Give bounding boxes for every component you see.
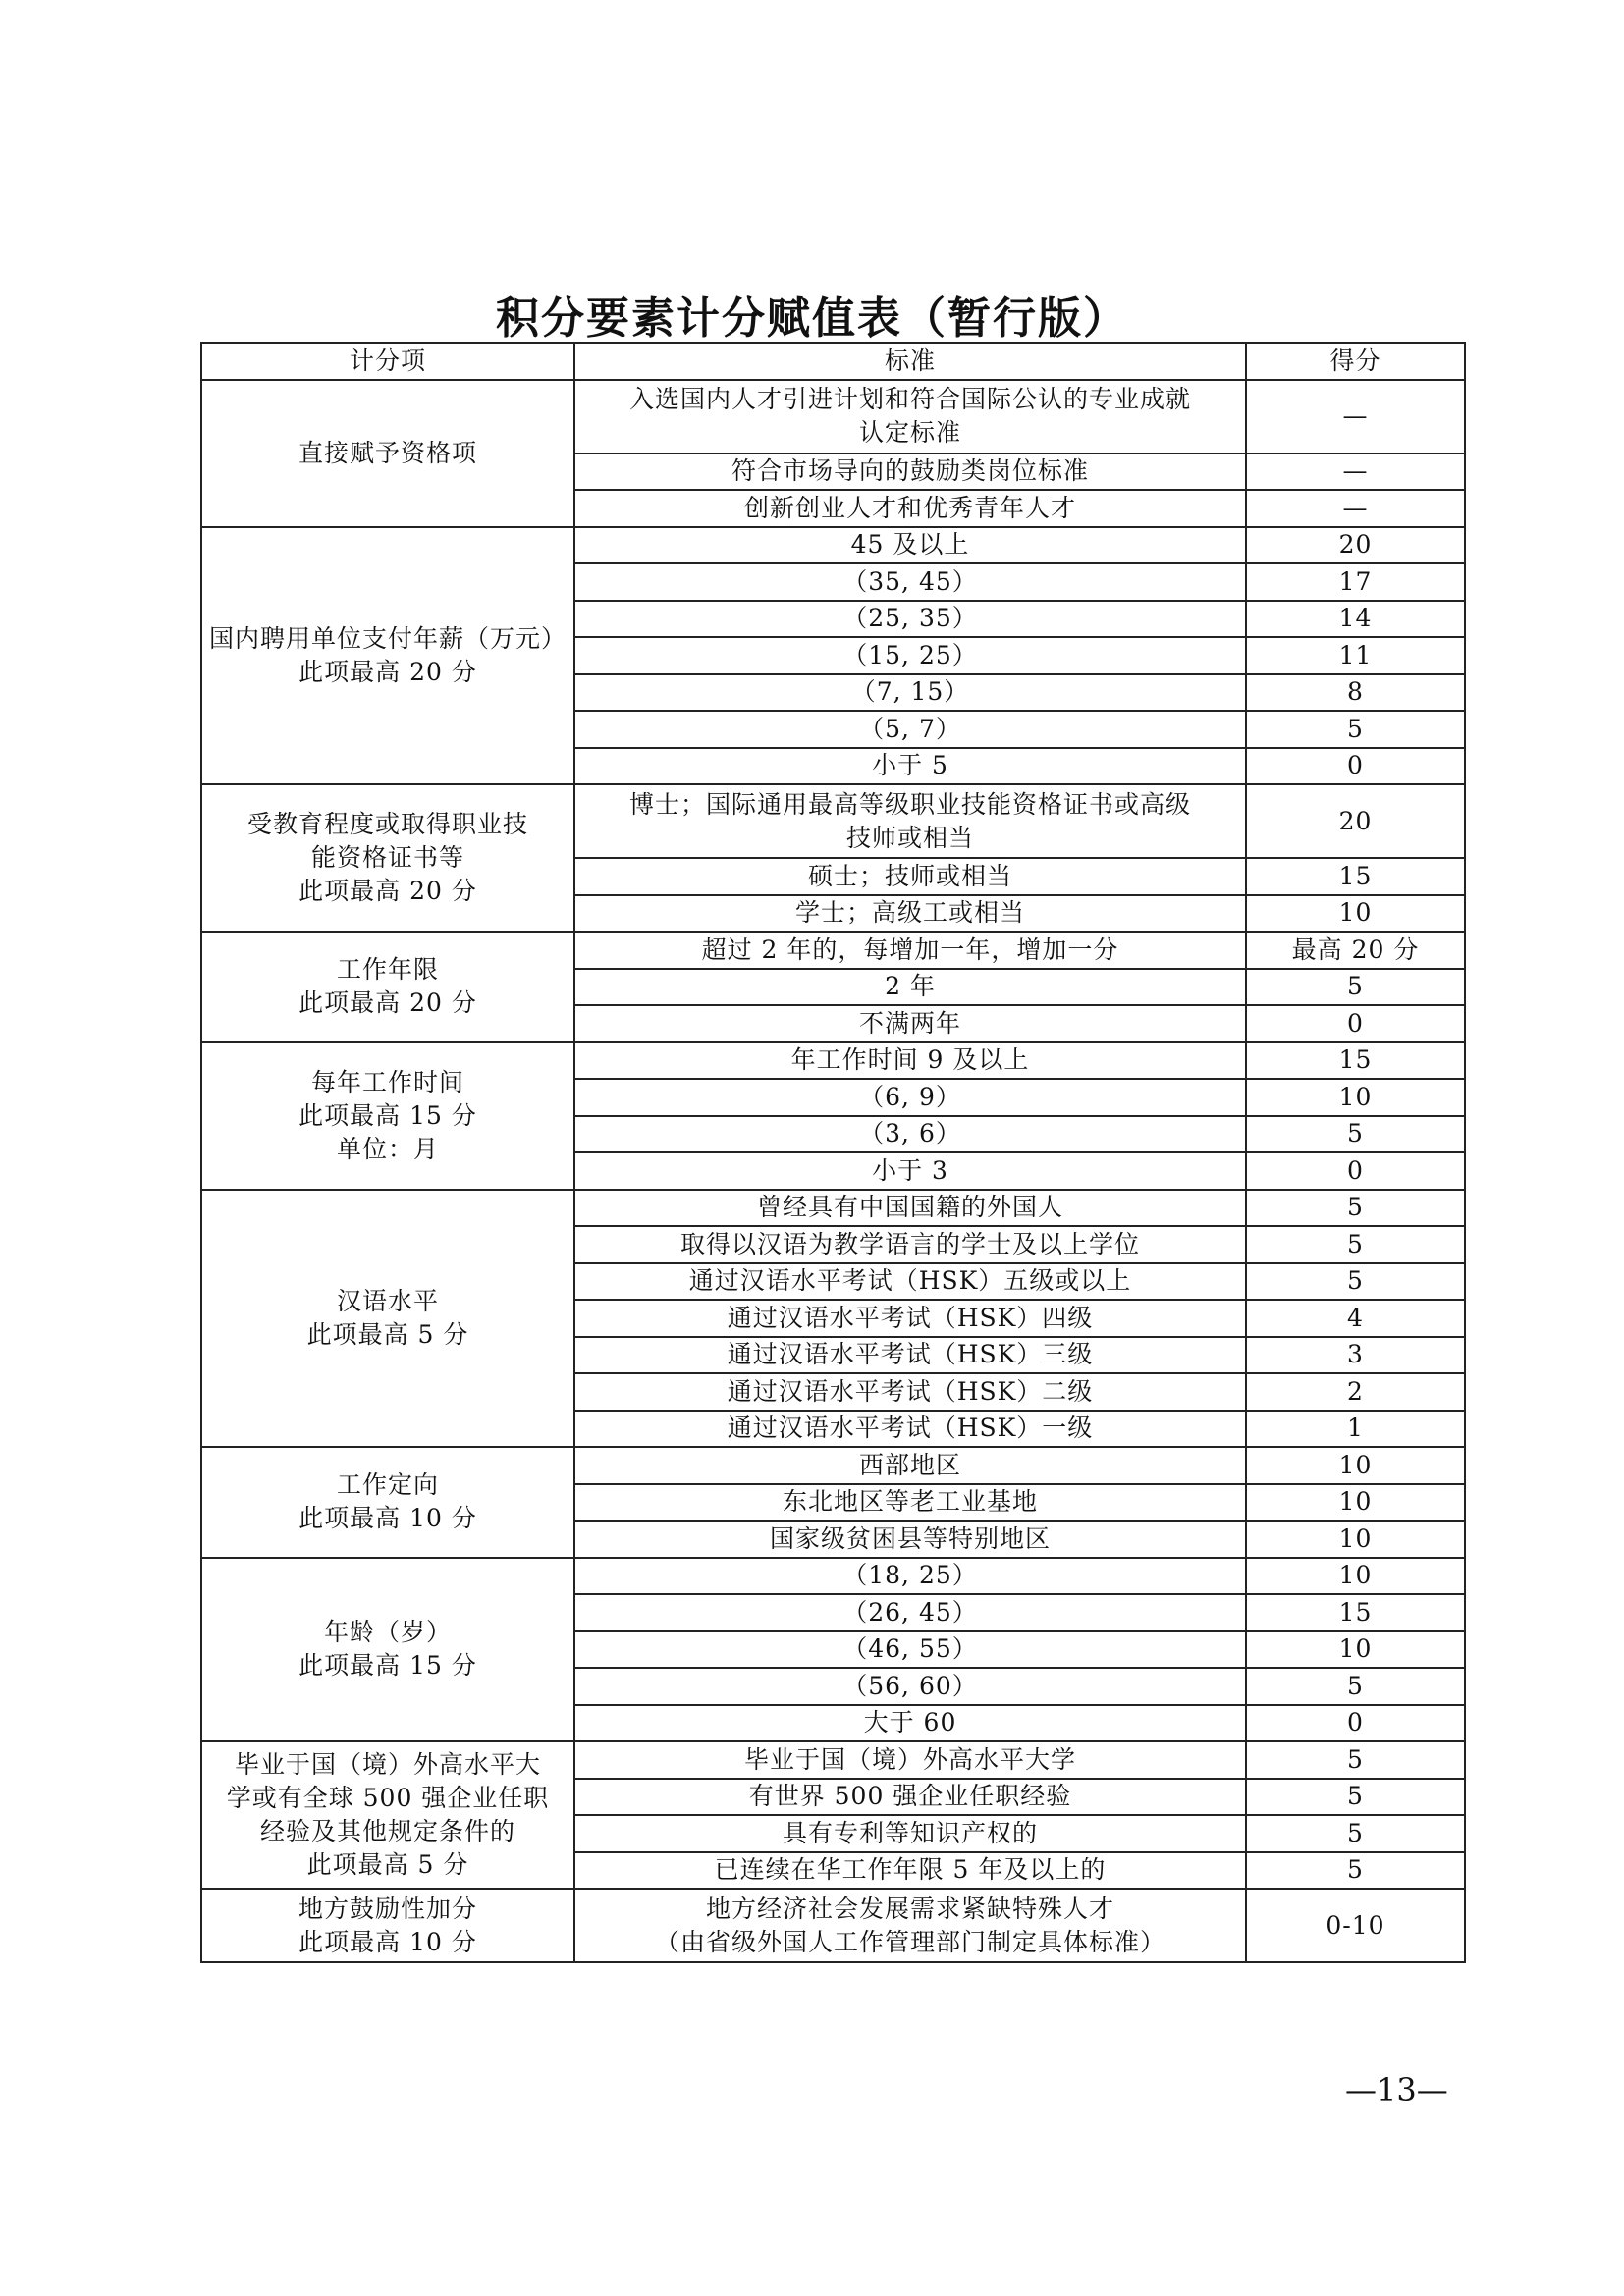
standard-cell bbox=[574, 1152, 1246, 1190]
score-cell: 5 bbox=[1246, 1263, 1465, 1301]
header-standard: 标准 bbox=[574, 343, 1246, 380]
table-row bbox=[201, 527, 1465, 564]
criterion-cell bbox=[201, 1042, 574, 1190]
standard-text-line: （6, 9） bbox=[859, 1082, 961, 1111]
standard-cell bbox=[574, 1779, 1246, 1816]
standard-text-line: 取得以汉语为教学语言的学士及以上学位 bbox=[679, 1229, 1140, 1258]
score-cell: 15 bbox=[1246, 858, 1465, 895]
standard-text-line: 不满两年 bbox=[858, 1008, 961, 1038]
score-cell: 10 bbox=[1246, 1631, 1465, 1669]
standard-cell bbox=[574, 1521, 1246, 1558]
standard-cell bbox=[574, 784, 1246, 858]
table-row bbox=[201, 1190, 1465, 1227]
standard-cell bbox=[574, 748, 1246, 785]
score-cell: 10 bbox=[1246, 1558, 1465, 1595]
page-number: —13— bbox=[1345, 2071, 1448, 2109]
table-row bbox=[201, 784, 1465, 858]
table-header-row bbox=[201, 343, 1465, 380]
criterion-cell bbox=[201, 527, 574, 785]
standard-cell bbox=[574, 1705, 1246, 1742]
score-cell: 17 bbox=[1246, 563, 1465, 601]
table-row bbox=[201, 380, 1465, 454]
standard-text-line: （18, 25） bbox=[842, 1561, 978, 1590]
standard-text-line: （15, 25） bbox=[842, 640, 978, 669]
standard-cell bbox=[574, 1484, 1246, 1522]
standard-text-line: 技师或相当 bbox=[845, 823, 974, 852]
standard-cell bbox=[574, 1190, 1246, 1227]
standard-cell bbox=[574, 1079, 1246, 1116]
standard-cell bbox=[574, 380, 1246, 454]
table-row bbox=[201, 932, 1465, 969]
table-row bbox=[201, 1558, 1465, 1595]
score-cell: 5 bbox=[1246, 1116, 1465, 1153]
score-cell: 15 bbox=[1246, 1594, 1465, 1631]
standard-cell bbox=[574, 1042, 1246, 1080]
standard-text-line: （26, 45） bbox=[842, 1597, 978, 1627]
score-cell: 14 bbox=[1246, 601, 1465, 638]
standard-text-line: 通过汉语水平考试（HSK）三级 bbox=[727, 1340, 1094, 1369]
score-cell: 4 bbox=[1246, 1300, 1465, 1337]
standard-text-line: 小于 3 bbox=[872, 1155, 948, 1185]
header-score: 得分 bbox=[1246, 343, 1465, 380]
score-cell: — bbox=[1246, 490, 1465, 527]
standard-cell bbox=[574, 1337, 1246, 1374]
criterion-cell bbox=[201, 1190, 574, 1448]
standard-text-line: 小于 5 bbox=[872, 751, 948, 780]
standard-cell bbox=[574, 1373, 1246, 1411]
standard-text-line: 具有专利等知识产权的 bbox=[782, 1818, 1038, 1847]
standard-text-line: 国家级贫困县等特别地区 bbox=[769, 1523, 1051, 1553]
criterion-label-line: 此项最高 20 分 bbox=[298, 657, 477, 686]
score-cell: 3 bbox=[1246, 1337, 1465, 1374]
standard-cell bbox=[574, 1300, 1246, 1337]
standard-text-line: 西部地区 bbox=[858, 1450, 961, 1479]
standard-cell bbox=[574, 1631, 1246, 1669]
standard-cell bbox=[574, 858, 1246, 895]
standard-text-line: 东北地区等老工业基地 bbox=[782, 1487, 1038, 1517]
score-cell: 10 bbox=[1246, 1484, 1465, 1522]
standard-text-line: 毕业于国（境）外高水平大学 bbox=[743, 1744, 1076, 1774]
criterion-label-line: 年龄（岁） bbox=[323, 1618, 452, 1647]
standard-cell bbox=[574, 601, 1246, 638]
criterion-label-line: 此项最高 10 分 bbox=[298, 1927, 477, 1956]
standard-text-line: 符合市场导向的鼓励类岗位标准 bbox=[731, 456, 1089, 486]
criterion-cell bbox=[201, 932, 574, 1042]
standard-cell bbox=[574, 1411, 1246, 1448]
criterion-label-line: 此项最高 20 分 bbox=[298, 988, 477, 1018]
standard-text-line: 入选国内人才引进计划和符合国际公认的专业成就 bbox=[628, 385, 1191, 413]
criterion-label-line: 此项最高 5 分 bbox=[306, 1319, 469, 1349]
score-cell: 10 bbox=[1246, 1079, 1465, 1116]
standard-text-line: 通过汉语水平考试（HSK）五级或以上 bbox=[688, 1266, 1132, 1296]
score-cell: 最高 20 分 bbox=[1246, 932, 1465, 969]
score-cell: 0 bbox=[1246, 748, 1465, 785]
criterion-label-line: 毕业于国（境）外高水平大 bbox=[234, 1750, 541, 1779]
criterion-label-line: 能资格证书等 bbox=[310, 843, 464, 872]
standard-text-line: 年工作时间 9 及以上 bbox=[790, 1045, 1030, 1075]
criterion-cell bbox=[201, 784, 574, 932]
standard-cell bbox=[574, 637, 1246, 674]
criterion-cell bbox=[201, 380, 574, 527]
standard-cell bbox=[574, 527, 1246, 564]
standard-cell bbox=[574, 563, 1246, 601]
standard-text-line: 创新创业人才和优秀青年人才 bbox=[743, 493, 1076, 522]
criterion-label-line: 此项最高 15 分 bbox=[298, 1100, 477, 1130]
standard-cell bbox=[574, 1005, 1246, 1042]
standard-cell bbox=[574, 674, 1246, 712]
score-cell: 11 bbox=[1246, 637, 1465, 674]
score-cell: 10 bbox=[1246, 895, 1465, 933]
standard-text-line: （46, 55） bbox=[842, 1634, 978, 1664]
score-cell: 10 bbox=[1246, 1521, 1465, 1558]
standard-cell bbox=[574, 1116, 1246, 1153]
standard-text-line: 大于 60 bbox=[863, 1708, 957, 1737]
score-cell: — bbox=[1246, 454, 1465, 491]
standard-cell bbox=[574, 1852, 1246, 1890]
score-cell: 10 bbox=[1246, 1447, 1465, 1484]
score-cell: — bbox=[1246, 380, 1465, 454]
score-cell: 20 bbox=[1246, 784, 1465, 858]
score-cell: 5 bbox=[1246, 1815, 1465, 1852]
score-cell: 5 bbox=[1246, 1779, 1465, 1816]
standard-text-line: （由省级外国人工作管理部门制定具体标准） bbox=[654, 1927, 1165, 1956]
standard-text-line: 地方经济社会发展需求紧缺特殊人才 bbox=[705, 1894, 1114, 1923]
standard-cell bbox=[574, 1815, 1246, 1852]
criterion-label-line: 此项最高 15 分 bbox=[298, 1651, 477, 1681]
criterion-label-line: 受教育程度或取得职业技 bbox=[246, 810, 528, 838]
standard-cell bbox=[574, 1668, 1246, 1705]
standard-text-line: （56, 60） bbox=[842, 1671, 978, 1700]
standard-cell bbox=[574, 490, 1246, 527]
standard-cell bbox=[574, 895, 1246, 933]
standard-text-line: 曾经具有中国国籍的外国人 bbox=[756, 1193, 1063, 1222]
standard-text-line: 超过 2 年的，每增加一年，增加一分 bbox=[701, 934, 1119, 964]
standard-text-line: （25, 35） bbox=[842, 604, 978, 633]
criterion-cell bbox=[201, 1447, 574, 1558]
standard-cell bbox=[574, 1447, 1246, 1484]
standard-text-line: 有世界 500 强企业任职经验 bbox=[748, 1782, 1072, 1811]
standard-text-line: （5, 7） bbox=[859, 714, 961, 743]
standard-text-line: （35, 45） bbox=[842, 566, 978, 596]
standard-text-line: 认定标准 bbox=[858, 418, 961, 447]
score-cell: 5 bbox=[1246, 969, 1465, 1006]
standard-text-line: 2 年 bbox=[885, 972, 936, 1001]
score-cell: 0 bbox=[1246, 1152, 1465, 1190]
standard-text-line: 学士；高级工或相当 bbox=[794, 898, 1025, 928]
standard-cell bbox=[574, 1558, 1246, 1595]
criterion-label-line: 工作定向 bbox=[336, 1470, 439, 1500]
score-cell: 2 bbox=[1246, 1373, 1465, 1411]
criterion-label-line: 地方鼓励性加分 bbox=[298, 1894, 477, 1923]
table-row bbox=[201, 1447, 1465, 1484]
table-row bbox=[201, 1042, 1465, 1080]
page-title: 积分要素计分赋值表（暂行版） bbox=[496, 294, 1128, 344]
table-body bbox=[201, 380, 1465, 1963]
standard-text-line: 通过汉语水平考试（HSK）二级 bbox=[727, 1376, 1094, 1406]
score-cell: 5 bbox=[1246, 1741, 1465, 1779]
table-row bbox=[201, 1889, 1465, 1962]
score-cell: 1 bbox=[1246, 1411, 1465, 1448]
criterion-label-line: 此项最高 20 分 bbox=[298, 877, 477, 905]
criterion-label-line: 此项最高 10 分 bbox=[298, 1504, 477, 1533]
criterion-label-line: 汉语水平 bbox=[336, 1286, 439, 1315]
standard-text-line: 45 及以上 bbox=[850, 530, 970, 560]
header-item: 计分项 bbox=[201, 343, 574, 380]
table-row bbox=[201, 1741, 1465, 1779]
standard-text-line: 通过汉语水平考试（HSK）一级 bbox=[727, 1414, 1094, 1443]
standard-text-line: （7, 15） bbox=[850, 677, 970, 707]
criterion-cell bbox=[201, 1558, 574, 1742]
standard-cell bbox=[574, 711, 1246, 748]
criterion-label-line: 经验及其他规定条件的 bbox=[259, 1817, 515, 1845]
score-cell: 5 bbox=[1246, 1190, 1465, 1227]
score-cell: 5 bbox=[1246, 1226, 1465, 1263]
scoring-table bbox=[200, 342, 1466, 1963]
score-cell: 0 bbox=[1246, 1005, 1465, 1042]
score-cell: 8 bbox=[1246, 674, 1465, 712]
score-cell: 0 bbox=[1246, 1705, 1465, 1742]
standard-cell bbox=[574, 454, 1246, 491]
criterion-label-line: 国内聘用单位支付年薪（万元） bbox=[208, 623, 567, 653]
standard-cell bbox=[574, 932, 1246, 969]
criterion-label-line: 每年工作时间 bbox=[310, 1067, 464, 1096]
standard-cell bbox=[574, 969, 1246, 1006]
score-cell: 15 bbox=[1246, 1042, 1465, 1080]
criterion-cell bbox=[201, 1741, 574, 1889]
criterion-label-line: 学或有全球 500 强企业任职 bbox=[226, 1784, 550, 1812]
criterion-label-line: 工作年限 bbox=[336, 955, 439, 985]
standard-cell bbox=[574, 1594, 1246, 1631]
criterion-label-line: 单位：月 bbox=[336, 1134, 439, 1163]
standard-cell bbox=[574, 1226, 1246, 1263]
criterion-label-line: 直接赋予资格项 bbox=[298, 438, 477, 467]
standard-text-line: （3, 6） bbox=[859, 1119, 961, 1148]
standard-text-line: 通过汉语水平考试（HSK）四级 bbox=[727, 1303, 1094, 1332]
standard-text-line: 硕士；技师或相当 bbox=[807, 861, 1012, 890]
criterion-cell bbox=[201, 1889, 574, 1962]
standard-cell bbox=[574, 1263, 1246, 1301]
score-cell: 0-10 bbox=[1246, 1889, 1465, 1962]
score-cell: 20 bbox=[1246, 527, 1465, 564]
score-cell: 5 bbox=[1246, 711, 1465, 748]
standard-text-line: 博士；国际通用最高等级职业技能资格证书或高级 bbox=[628, 789, 1191, 819]
score-cell: 5 bbox=[1246, 1668, 1465, 1705]
standard-text-line: 已连续在华工作年限 5 年及以上的 bbox=[714, 1855, 1107, 1885]
standard-cell bbox=[574, 1741, 1246, 1779]
score-cell: 5 bbox=[1246, 1852, 1465, 1890]
criterion-label-line: 此项最高 5 分 bbox=[306, 1850, 469, 1879]
standard-cell bbox=[574, 1889, 1246, 1962]
